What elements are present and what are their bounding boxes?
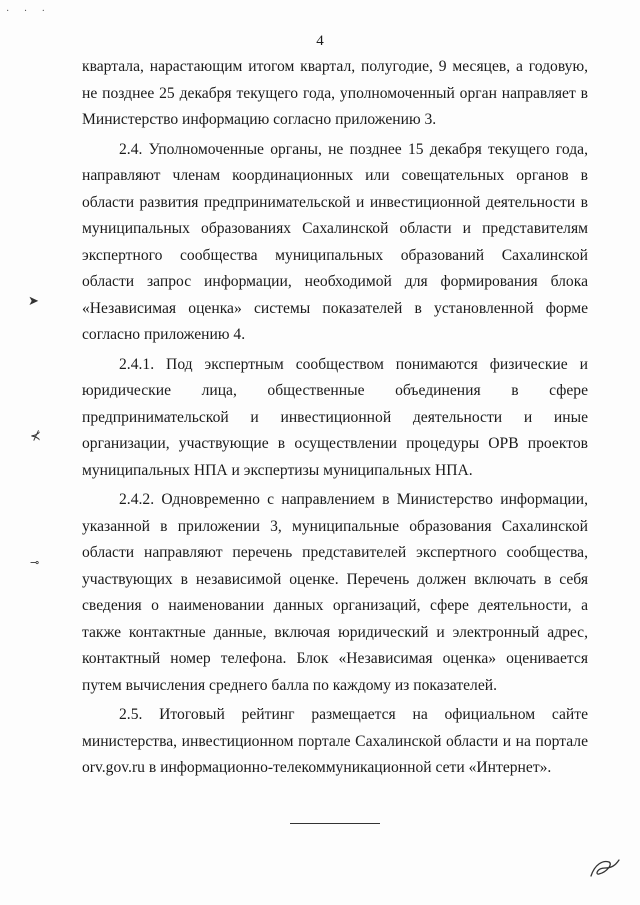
end-separator-line [290,823,380,824]
paragraph-continuation: квартала, нарастающим итогом квартал, полугодие, 9 месяцев, а годовую, не позднее 25 декабря текущего года, уполномоченный орган направляет в Министерство информацию согласно приложению 3. [82,58,588,128]
paragraph-2-4-1: 2.4.1. Под экспертным сообществом понимаются физические и юридические лица, общественные объединения в сфере предпринимательской и инвестиционной деятельности и иные организации, участвующие в осуществлении процедуры ОРВ проектов муниципальных НПА и экспертизы муниципальных НПА. [82,355,588,479]
paragraph-2-5: 2.5. Итоговый рейтинг размещается на официальном сайте министерства, инвестиционном портале Сахалинской области и на портале orv.gov.ru в информационно-телекоммуникационной сети «Интернет». [82,706,588,776]
margin-mark-icon: ➤ [28,293,39,308]
margin-mark-icon: ⊀ [30,428,41,443]
page-number: 4 [316,33,324,49]
document-body [82,54,588,785]
paragraph-2-4-2: 2.4.2. Одновременно с направлением в Министерство информации, указанной в приложении 3, муниципальные образования Сахалинской области направляют перечень представителей экспертного сообщества, участвующих в независимой оценке. Перечень должен включать в себя сведения о наименовании данных организаций, сфере деятельности, а также контактные данные, включая юридический и электронный адрес, контактный номер телефона. Блок «Независимая оценка» оценивается путем вычисления среднего балла по каждому из показателей. [82,491,588,694]
paragraph-2-4: 2.4. Уполномоченные органы, не позднее 15 декабря текущего года, направляют членам координационных или совещательных органов в области развития предпринимательской и инвестиционной деятельности в муниципальных образованиях Сахалинской области и представителям экспертного сообщества муниципальных образований Сахалинской области запрос информации, необходимой для формирования блока «Независимая оценка» системы показателей в установленной форме согласно приложению 4. [82,140,588,343]
margin-mark-icon: ⊸ [30,557,40,569]
scan-corner-marks: · · · [6,6,51,17]
handwritten-mark-icon [587,856,623,882]
